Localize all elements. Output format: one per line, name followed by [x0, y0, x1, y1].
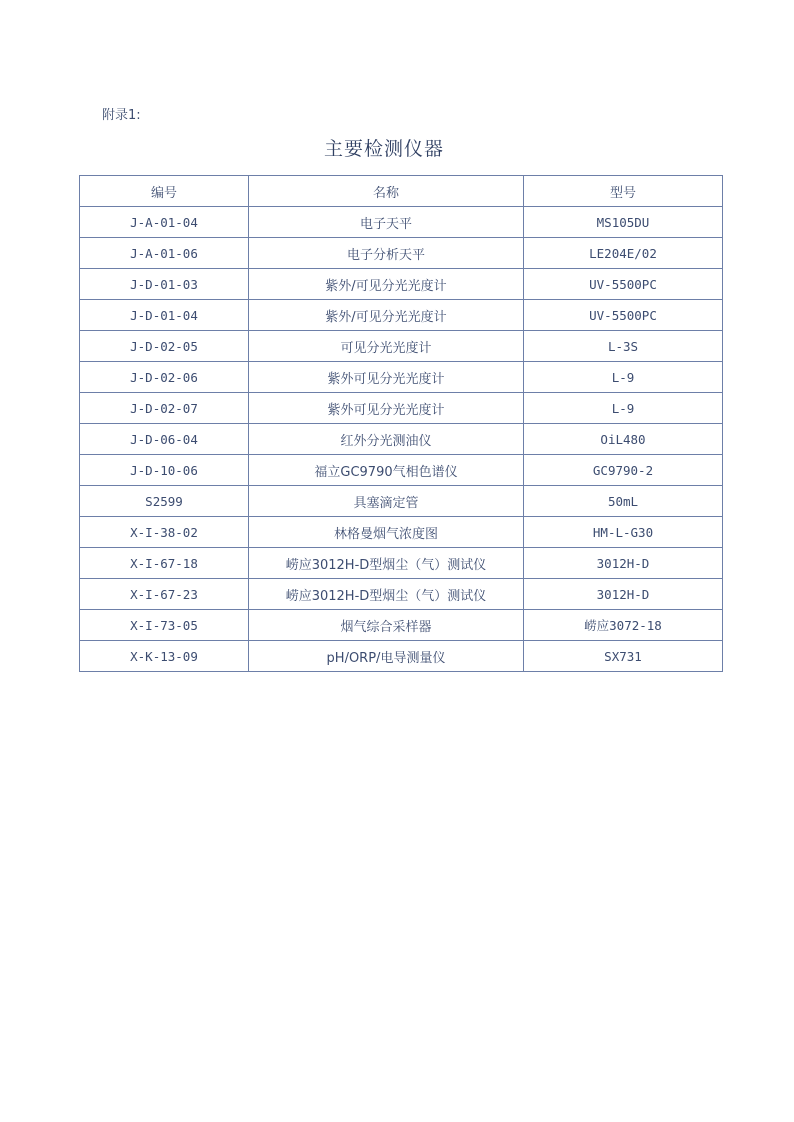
cell-code: J-D-02-06	[80, 362, 249, 393]
cell-code: X-I-73-05	[80, 610, 249, 641]
table-row	[80, 455, 723, 486]
cell-code: J-A-01-06	[80, 238, 249, 269]
header-code: 编号	[80, 176, 249, 207]
cell-name: 福立GC9790气相色谱仪	[249, 455, 524, 486]
cell-model: 3012H-D	[524, 548, 723, 579]
table-row	[80, 207, 723, 238]
cell-code: X-K-13-09	[80, 641, 249, 672]
header-name: 名称	[249, 176, 524, 207]
cell-code: J-D-06-04	[80, 424, 249, 455]
table-row	[80, 238, 723, 269]
cell-name: 林格曼烟气浓度图	[249, 517, 524, 548]
appendix-label: 附录1:	[102, 108, 141, 123]
table-row	[80, 486, 723, 517]
cell-model: L-3S	[524, 331, 723, 362]
cell-name: 崂应3012H-D型烟尘（气）测试仪	[249, 579, 524, 610]
cell-model: GC9790-2	[524, 455, 723, 486]
cell-name: 紫外/可见分光光度计	[249, 269, 524, 300]
table-row	[80, 579, 723, 610]
table-row	[80, 300, 723, 331]
table-row	[80, 548, 723, 579]
cell-model: LE204E/02	[524, 238, 723, 269]
cell-model: 崂应3072-18	[524, 610, 723, 641]
cell-model: L-9	[524, 393, 723, 424]
cell-name: 电子分析天平	[249, 238, 524, 269]
table-row	[80, 641, 723, 672]
cell-model: 50mL	[524, 486, 723, 517]
cell-code: J-D-02-07	[80, 393, 249, 424]
cell-name: 可见分光光度计	[249, 331, 524, 362]
cell-code: J-A-01-04	[80, 207, 249, 238]
cell-code: J-D-10-06	[80, 455, 249, 486]
cell-name: 紫外可见分光光度计	[249, 393, 524, 424]
cell-code: J-D-01-04	[80, 300, 249, 331]
header-model: 型号	[524, 176, 723, 207]
table-row	[80, 362, 723, 393]
table-row	[80, 610, 723, 641]
table-row	[80, 424, 723, 455]
table-row	[80, 393, 723, 424]
cell-model: UV-5500PC	[524, 269, 723, 300]
document-title: 主要检测仪器	[323, 138, 444, 160]
cell-name: 紫外/可见分光光度计	[249, 300, 524, 331]
cell-name: 红外分光测油仪	[249, 424, 524, 455]
cell-code: S2599	[80, 486, 249, 517]
cell-model: OiL480	[524, 424, 723, 455]
table-row	[80, 517, 723, 548]
cell-model: MS105DU	[524, 207, 723, 238]
cell-code: J-D-02-05	[80, 331, 249, 362]
cell-model: SX731	[524, 641, 723, 672]
cell-model: L-9	[524, 362, 723, 393]
cell-name: 烟气综合采样器	[249, 610, 524, 641]
cell-model: 3012H-D	[524, 579, 723, 610]
cell-name: 崂应3012H-D型烟尘（气）测试仪	[249, 548, 524, 579]
table-row	[80, 269, 723, 300]
cell-code: X-I-67-23	[80, 579, 249, 610]
cell-name: 电子天平	[249, 207, 524, 238]
cell-model: UV-5500PC	[524, 300, 723, 331]
cell-code: X-I-38-02	[80, 517, 249, 548]
table-row	[80, 331, 723, 362]
instrument-table	[79, 175, 723, 672]
table-header-row	[80, 176, 723, 207]
cell-name: 紫外可见分光光度计	[249, 362, 524, 393]
cell-model: HM-L-G30	[524, 517, 723, 548]
cell-name: pH/ORP/电导测量仪	[249, 641, 524, 672]
cell-code: X-I-67-18	[80, 548, 249, 579]
cell-code: J-D-01-03	[80, 269, 249, 300]
cell-name: 具塞滴定管	[249, 486, 524, 517]
